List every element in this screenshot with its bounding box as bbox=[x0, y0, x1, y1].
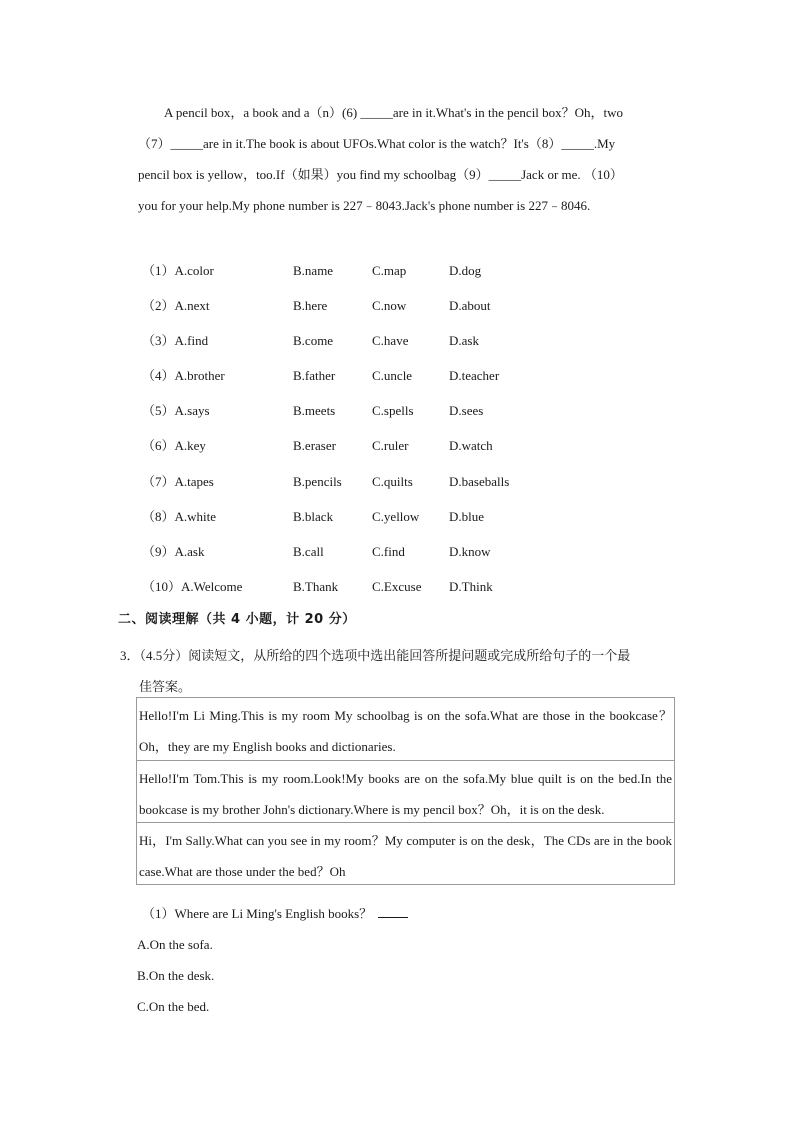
option-d: D.sees bbox=[449, 403, 484, 419]
option-b: B.meets bbox=[293, 403, 336, 419]
option-b: B.father bbox=[293, 368, 336, 384]
option-a: A.Welcome bbox=[181, 578, 243, 594]
option-number: （9） bbox=[142, 543, 175, 559]
reading-passage-li-ming: Hello!I'm Li Ming.This is my room My schoolbag is on the sofa.What are those in the bookcase？Oh，they are my English books and dictionaries. bbox=[139, 708, 672, 754]
option-d: D.watch bbox=[449, 438, 493, 454]
option-a: A.brother bbox=[174, 368, 225, 384]
option-row bbox=[142, 255, 642, 290]
option-number: （7） bbox=[142, 473, 175, 489]
option-number-and-a bbox=[142, 501, 216, 532]
option-c: C.spells bbox=[372, 403, 414, 419]
option-c: C.uncle bbox=[372, 368, 413, 384]
option-c: C.find bbox=[372, 543, 405, 559]
sub-question-1 bbox=[142, 898, 408, 929]
option-row bbox=[142, 325, 642, 360]
option-b: B.black bbox=[293, 508, 334, 524]
passage-line-3: pencil box is yellow，too.If（如果）you find my schoolbag（9）_____Jack or me. （10） bbox=[138, 167, 623, 182]
option-b: B.call bbox=[293, 543, 324, 559]
section-title: 二、阅读理解（共 4 小题，计 20 分） bbox=[118, 612, 356, 627]
option-d: D.blue bbox=[449, 508, 485, 524]
answer-option-a: A.On the sofa. bbox=[137, 937, 213, 952]
option-a: A.key bbox=[174, 438, 206, 454]
question-3 bbox=[120, 640, 680, 703]
option-d: D.teacher bbox=[449, 368, 500, 384]
option-number: （8） bbox=[142, 508, 175, 524]
option-number: （4） bbox=[142, 368, 175, 384]
option-b: B.pencils bbox=[293, 473, 342, 489]
option-number: （5） bbox=[142, 403, 175, 419]
option-b: B.Thank bbox=[293, 578, 339, 594]
option-number-and-a bbox=[142, 255, 214, 286]
option-d: D.about bbox=[449, 298, 491, 314]
option-d: D.Think bbox=[449, 578, 493, 594]
option-number-and-a bbox=[142, 290, 210, 321]
option-row bbox=[142, 395, 642, 430]
option-a: A.color bbox=[174, 263, 214, 278]
option-c: C.have bbox=[372, 333, 409, 349]
option-a: A.next bbox=[174, 298, 210, 314]
passage-line-2: （7）_____are in it.The book is about UFOs.What color is the watch？It's（8）_____.My bbox=[138, 136, 616, 151]
reading-passage-sally: Hi，I'm Sally.What can you see in my room？My computer is on the desk，The CDs are in the book case.What are those under the bed？Oh bbox=[137, 822, 674, 884]
option-row bbox=[142, 430, 642, 465]
option-number: （6） bbox=[142, 438, 175, 454]
answer-option-c: C.On the bed. bbox=[137, 999, 210, 1014]
option-b: B.eraser bbox=[293, 438, 336, 454]
option-a: A.white bbox=[174, 508, 217, 524]
option-number: （1） bbox=[142, 263, 175, 278]
sub-question-text: （1）Where are Li Ming's English books？ bbox=[142, 906, 373, 921]
passage-line-1: A pencil box，a book and a（n）(6) _____are in it.What's in the pencil box？Oh，two bbox=[164, 105, 624, 120]
option-c: C.map bbox=[372, 263, 407, 278]
question-text-line-2: 佳答案。 bbox=[139, 680, 192, 695]
option-b: B.name bbox=[293, 263, 334, 278]
option-number-and-a bbox=[142, 466, 214, 497]
option-a: A.ask bbox=[174, 543, 205, 559]
reading-table bbox=[136, 697, 675, 885]
option-d: D.know bbox=[449, 543, 491, 559]
option-number: （2） bbox=[142, 298, 175, 314]
answer-option-b: B.On the desk. bbox=[137, 968, 215, 983]
option-number-and-a bbox=[142, 536, 204, 567]
option-a: A.find bbox=[174, 333, 209, 349]
passage-line-4: you for your help.My phone number is 227﹣8043.Jack's phone number is 227﹣8046. bbox=[138, 198, 591, 213]
option-c: C.yellow bbox=[372, 508, 420, 524]
option-d: D.ask bbox=[449, 333, 479, 349]
option-number-and-a bbox=[142, 360, 225, 391]
option-c: C.Excuse bbox=[372, 578, 422, 594]
option-a: A.tapes bbox=[174, 473, 214, 489]
option-row bbox=[142, 536, 642, 571]
option-row bbox=[142, 466, 642, 501]
option-row bbox=[142, 360, 642, 395]
option-number-and-a bbox=[142, 325, 208, 356]
option-c: C.ruler bbox=[372, 438, 409, 454]
option-b: B.here bbox=[293, 298, 328, 314]
option-number: （10） bbox=[142, 578, 182, 594]
reading-passage-tom: Hello!I'm Tom.This is my room.Look!My books are on the sofa.My blue quilt is on the bed.In the bookcase is my brother John's dictionary.Where is my pencil box？Oh，it is on the desk. bbox=[137, 760, 674, 822]
option-number-and-a bbox=[142, 395, 210, 426]
question-text-line-1: 阅读短文，从所给的四个选项中选出能回答所提问题或完成所给句子的一个最 bbox=[188, 649, 631, 664]
option-number-and-a bbox=[142, 430, 206, 461]
answer-blank[interactable] bbox=[378, 905, 408, 918]
option-a: A.says bbox=[174, 403, 210, 419]
option-c: C.now bbox=[372, 298, 407, 314]
cloze-passage bbox=[138, 97, 678, 221]
question-number: 3． bbox=[120, 648, 140, 663]
option-d: D.baseballs bbox=[449, 473, 510, 489]
options-list bbox=[142, 255, 642, 606]
option-b: B.come bbox=[293, 333, 334, 349]
option-number: （3） bbox=[142, 333, 175, 349]
question-score: （4.5分） bbox=[139, 648, 189, 663]
option-number-and-a bbox=[142, 571, 242, 602]
option-c: C.quilts bbox=[372, 473, 413, 489]
option-row bbox=[142, 571, 642, 606]
option-row bbox=[142, 290, 642, 325]
option-row bbox=[142, 501, 642, 536]
option-d: D.dog bbox=[449, 263, 482, 278]
